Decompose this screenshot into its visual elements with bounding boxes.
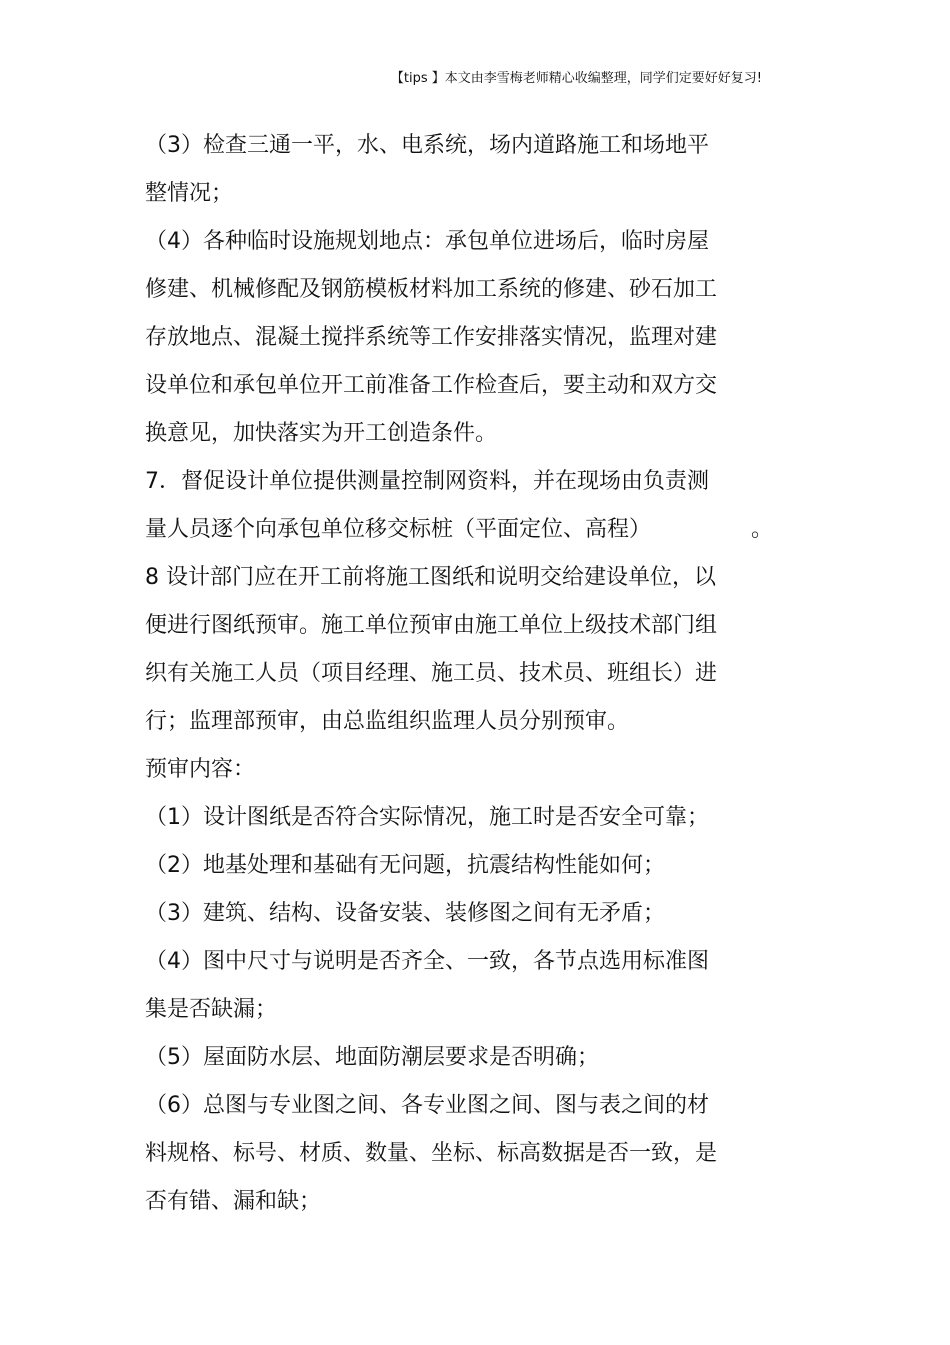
text-line: （3）检查三通一平，水、电系统，场内道路施工和场地平 (145, 133, 709, 158)
text-line: （5）屋面防水层、地面防潮层要求是否明确； (145, 1045, 599, 1070)
text-line: 换意见，加快落实为开工创造条件。 (145, 421, 498, 446)
text-line: （4）各种临时设施规划地点：承包单位进场后，临时房屋 (145, 229, 709, 254)
text-line: 修建、机械修配及钢筋模板材料加工系统的修建、砂石加工 (145, 277, 718, 302)
text-line: 行；监理部预审，由总监组织监理人员分别预审。 (145, 709, 630, 734)
text-line: 7．督促设计单位提供测量控制网资料，并在现场由负责测 (145, 469, 709, 494)
text-line: 便进行图纸预审。施工单位预审由施工单位上级技术部门组 (145, 613, 718, 638)
text-line: （6）总图与专业图之间、各专业图之间、图与表之间的材 (145, 1093, 709, 1118)
text-line: 预审内容： (145, 757, 256, 782)
text-line: （2）地基处理和基础有无问题，抗震结构性能如何； (145, 853, 665, 878)
text-line: （4）图中尺寸与说明是否齐全、一致，各节点选用标准图 (145, 949, 709, 974)
text-line: 织有关施工人员（项目经理、施工员、技术员、班组长）进 (145, 661, 718, 686)
text-line: 集是否缺漏； (145, 997, 278, 1022)
text-line: 否有错、漏和缺； (145, 1189, 322, 1214)
header-tip: 【tips 】本文由李雪梅老师精心收编整理，同学们定要好好复习! (390, 71, 762, 86)
text-line: 8 设计部门应在开工前将施工图纸和说明交给建设单位，以 (145, 565, 716, 590)
text-line (145, 515, 773, 545)
text-line: 整情况； (145, 181, 234, 206)
text-line: （3）建筑、结构、设备安装、装修图之间有无矛盾； (145, 901, 665, 926)
text-segment: 。 (751, 517, 774, 542)
text-line: （1）设计图纸是否符合实际情况，施工时是否安全可靠； (145, 805, 709, 830)
text-line: 设单位和承包单位开工前准备工作检查后，要主动和双方交 (145, 373, 718, 398)
text-line: 存放地点、混凝土搅拌系统等工作安排落实情况，监理对建 (145, 325, 718, 350)
text-segment: 量人员逐个向承包单位移交标桩（平面定位、高程） (145, 517, 652, 542)
text-line: 料规格、标号、材质、数量、坐标、标高数据是否一致，是 (145, 1141, 718, 1166)
